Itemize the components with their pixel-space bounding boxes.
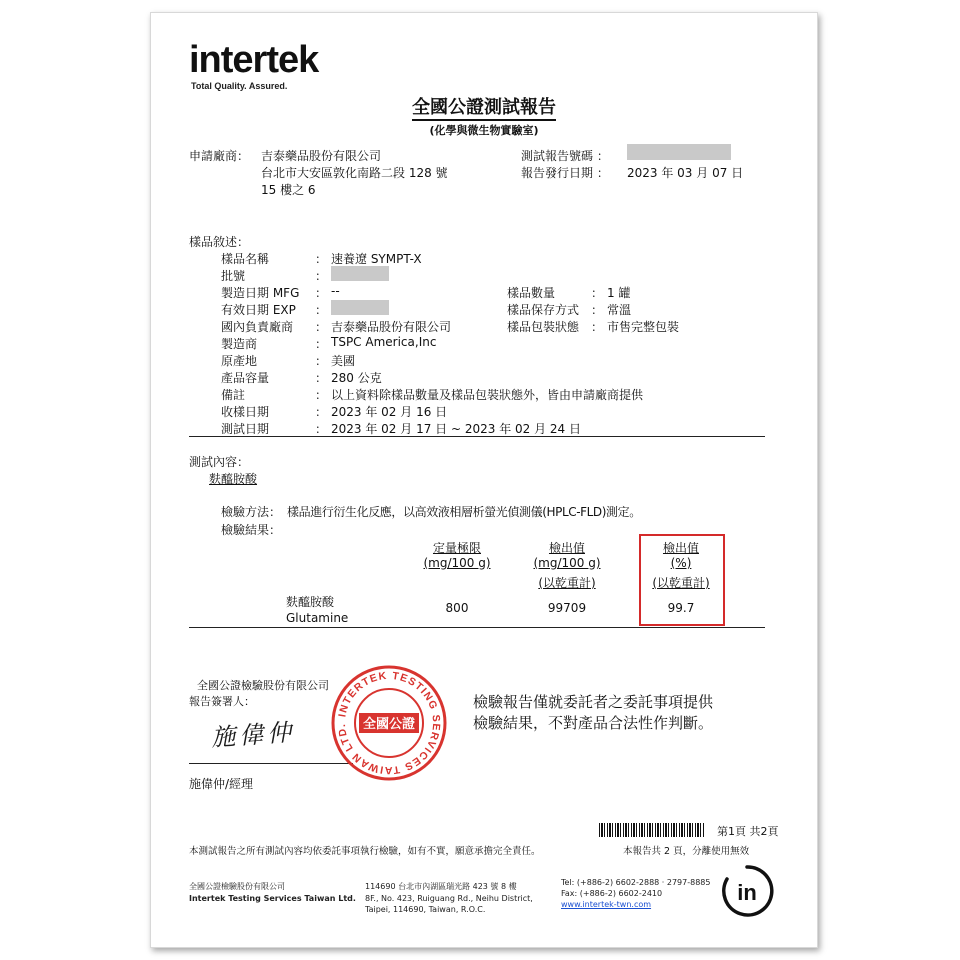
signing-company: 全國公證檢驗股份有限公司 [197, 679, 329, 692]
footer-address-zh: 114690 台北市內湖區瑞光路 423 號 8 樓 [365, 882, 517, 891]
sample-section-label: 樣品敘述： [189, 235, 250, 249]
test-date-value: 2023 年 02 月 17 日 ~ 2023 年 02 月 24 日 [331, 422, 581, 436]
redacted-lot-number [331, 266, 389, 281]
field-colon: ： [315, 252, 328, 266]
sample-field-label: 備註 [221, 388, 246, 402]
redacted-report-number [627, 144, 731, 160]
footer-tel: Tel: (+886-2) 6602-2888 · 2797-8885 [561, 878, 711, 887]
redacted-exp-date [331, 300, 389, 315]
intertek-badge-icon [719, 863, 775, 919]
value-percent: 99.7 [667, 601, 695, 615]
footer-note-left: 本測試報告之所有測試內容均依委託事項執行檢驗，如有不實，願意承擔完全責任。 [189, 846, 541, 857]
domestic-company-value: 吉泰藥品股份有限公司 [331, 320, 452, 334]
divider [189, 436, 765, 437]
field-colon: ： [591, 286, 604, 300]
field-colon: ： [591, 320, 604, 334]
remark-value: 以上資料除樣品數量及樣品包裝狀態外，皆由申請廠商提供 [331, 388, 644, 402]
col-header-detected-basis: (以乾重計) [538, 576, 596, 590]
seal-ring-text: INTERTEK TESTING SERVICES TAIWAN LTD. [335, 669, 443, 777]
col-header-percent: 檢出值 [662, 541, 699, 555]
value-detected: 99709 [547, 601, 587, 615]
field-colon: ： [315, 354, 328, 368]
col-header-detected-unit: (mg/100 g) [533, 556, 601, 570]
sample-quantity-value: 1 罐 [607, 286, 631, 300]
footer-address-en-1: 8F., No. 423, Ruiguang Rd., Neihu District, [365, 894, 533, 903]
field-colon: ： [315, 269, 328, 283]
report-date-label: 報告發行日期 ： [521, 166, 609, 180]
footer-note-right: 本報告共 2 頁，分離使用無效 [623, 846, 750, 857]
official-seal [329, 663, 449, 783]
footer-company-zh: 全國公證檢驗股份有限公司 [189, 882, 285, 891]
applicant-address-2: 15 樓之 6 [261, 183, 316, 197]
signer-label: 報告簽署人： [189, 695, 255, 708]
footer-website-link[interactable]: www.intertek-twn.com [561, 900, 652, 909]
sample-field-label: 製造商 [221, 337, 258, 351]
highlight-box [639, 534, 725, 626]
sample-field-label: 批號 [221, 269, 246, 283]
test-item: 麩醯胺酸 [209, 472, 258, 486]
report-date: 2023 年 03 月 07 日 [627, 166, 744, 180]
field-colon: ： [315, 320, 328, 334]
report-number-label: 測試報告號碼 ： [521, 149, 609, 163]
page-number: 第1頁 共2頁 [717, 825, 779, 838]
field-colon: ： [315, 371, 328, 385]
footer-address-en-2: Taipei, 114690, Taiwan, R.O.C. [365, 905, 486, 914]
analyte-name-en: Glutamine [286, 611, 349, 625]
analyte-name-zh: 麩醯胺酸 [286, 595, 335, 609]
field-colon: ： [591, 303, 604, 317]
package-status-value: 市售完整包裝 [607, 320, 680, 334]
field-colon: ： [315, 388, 328, 402]
result-label: 檢驗結果： [221, 523, 282, 537]
field-colon: ： [315, 286, 328, 300]
footer-fax: Fax: (+886-2) 6602-2410 [561, 889, 663, 898]
field-colon: ： [315, 303, 328, 317]
barcode [599, 823, 705, 837]
sample-field-label: 樣品名稱 [221, 252, 270, 266]
report-title: 全國公證測試報告 [151, 93, 817, 119]
sample-field-label: 國內負責廠商 [221, 320, 294, 334]
sample-field-label: 收樣日期 [221, 405, 270, 419]
disclaimer-line-1: 檢驗報告僅就委託者之委託事項提供 [473, 693, 714, 711]
applicant-address-1: 台北市大安區敦化南路二段 128 號 [261, 166, 448, 180]
col-header-loq-unit: (mg/100 g) [423, 556, 491, 570]
sample-field-label: 測試日期 [221, 422, 270, 436]
intertek-logo: intertek [189, 39, 319, 81]
signer-name-title: 施偉仲/經理 [189, 777, 254, 791]
report-page [150, 12, 818, 948]
test-section-label: 測試內容： [189, 455, 250, 469]
mfg-date-value: -- [331, 284, 340, 298]
table-bottom-rule [189, 627, 765, 628]
manufacturer-value: TSPC America,Inc [331, 335, 437, 349]
col-header-loq: 定量極限 [432, 541, 481, 555]
method-label: 檢驗方法： [221, 505, 282, 519]
capacity-value: 280 公克 [331, 371, 382, 385]
method-text: 樣品進行衍生化反應，以高效液相層析螢光偵測儀(HPLC-FLD)測定。 [287, 505, 641, 519]
disclaimer-line-2: 檢驗結果，不對產品合法性作判斷。 [473, 714, 714, 732]
report-subtitle: (化學與微生物實驗室) [429, 124, 539, 137]
storage-label: 樣品保存方式 [507, 303, 580, 317]
col-header-detected: 檢出值 [548, 541, 585, 555]
field-colon: ： [315, 422, 328, 436]
applicant-label: 申請廠商： [189, 149, 250, 163]
footer-company-en: Intertek Testing Services Taiwan Ltd. [189, 894, 356, 903]
field-colon: ： [315, 405, 328, 419]
sample-field-label: 製造日期 MFG [221, 286, 300, 300]
handwritten-signature: 施偉仲 [210, 718, 297, 752]
received-date-value: 2023 年 02 月 16 日 [331, 405, 448, 419]
sample-name-value: 速養遼 SYMPT-X [331, 252, 422, 266]
sample-field-label: 原產地 [221, 354, 258, 368]
sample-field-label: 產品容量 [221, 371, 270, 385]
sample-quantity-label: 樣品數量 [507, 286, 556, 300]
seal-center-text: 全國公證 [362, 717, 416, 732]
sample-field-label: 有效日期 EXP [221, 303, 296, 317]
package-status-label: 樣品包裝狀態 [507, 320, 580, 334]
applicant-name: 吉泰藥品股份有限公司 [261, 149, 382, 163]
col-header-percent-basis: (以乾重計) [652, 576, 710, 590]
col-header-percent-unit: (%) [670, 556, 692, 570]
storage-value: 常溫 [607, 303, 632, 317]
origin-value: 美國 [331, 354, 356, 368]
value-loq: 800 [445, 601, 469, 615]
badge-text: in [737, 880, 757, 905]
brand-tagline: Total Quality. Assured. [191, 81, 288, 91]
field-colon: ： [315, 337, 328, 351]
